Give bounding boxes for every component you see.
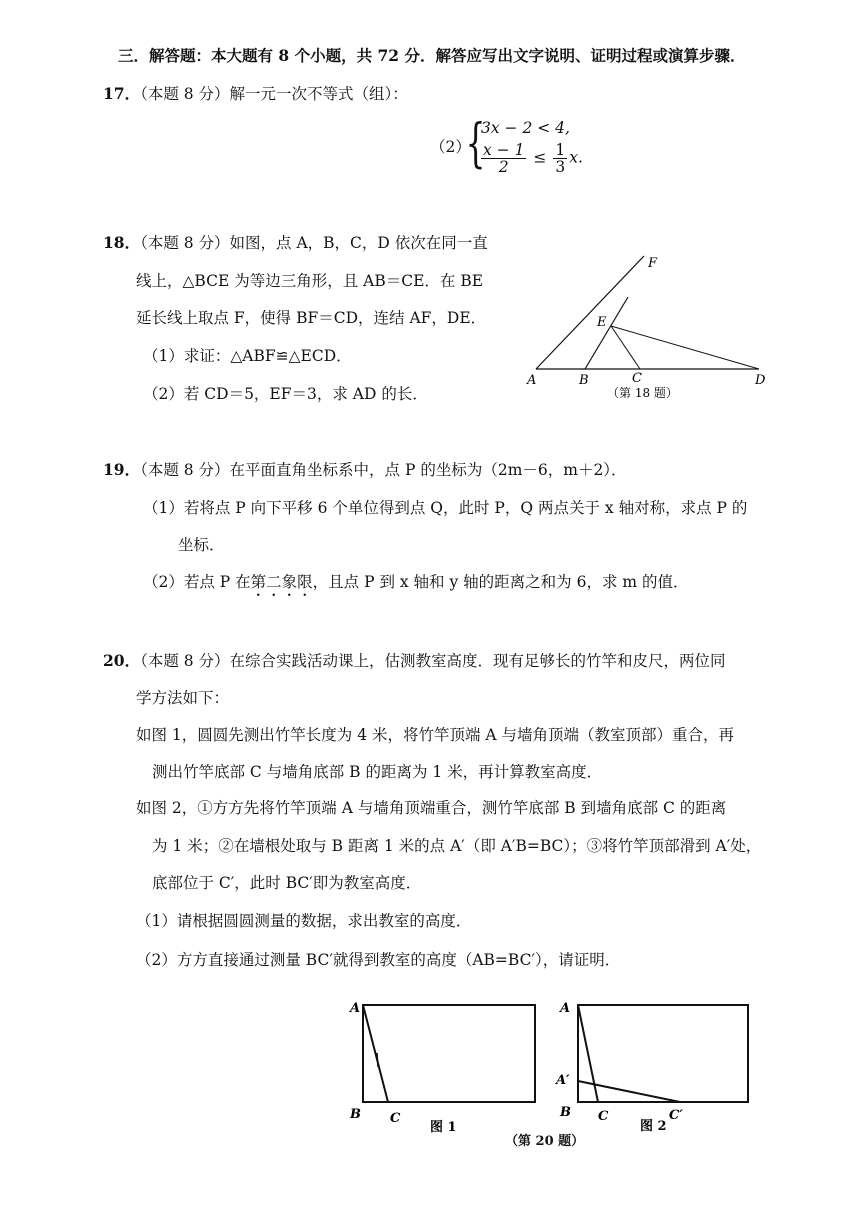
q20-fig1-pole bbox=[363, 1005, 388, 1102]
q17-fraction-1: $\frac{x - 1}{2}$ bbox=[483, 141, 525, 176]
q18-label-B: B bbox=[579, 373, 589, 388]
q20-fig2-label-A: A bbox=[560, 1001, 571, 1016]
q20-figure-1 bbox=[340, 995, 550, 1135]
q20-fig2-label-A-prime: A′ bbox=[556, 1073, 570, 1088]
q19-emphasis: 第二象限 bbox=[250, 573, 313, 591]
q19-part1-line1: （1）若将点 P 向下平移 6 个单位得到点 Q，此时 P，Q 两点关于 x 轴对称，求点 P 的 bbox=[143, 499, 748, 517]
q18-line-EC bbox=[611, 326, 640, 369]
q18-label-C: C bbox=[632, 371, 642, 386]
q17-inequality-2: $\frac{x - 1}{2}$ ≤ $\frac{1}{3}$ x. bbox=[483, 141, 583, 176]
q20-line5: 如图 2，①方方先将竹竿顶端 A 与墙角顶端重合，测竹竿底部 B 到墙角底部 C 的距离 bbox=[136, 799, 727, 817]
q20-fig2-label-B: B bbox=[560, 1105, 571, 1120]
q19-part1-line2: 坐标． bbox=[178, 536, 225, 554]
q20-line2: 学方法如下： bbox=[136, 689, 230, 707]
q20-fig1-room bbox=[363, 1005, 535, 1102]
q20-line4: 测出竹竿底部 C 与墙角底部 B 的距离为 1 米，再计算教室高度． bbox=[152, 763, 603, 781]
q18-line-ED bbox=[611, 326, 759, 369]
q18-label-E: E bbox=[597, 315, 607, 330]
q20-fig1-label-C: C bbox=[390, 1111, 401, 1126]
q20-line7: 底部位于 C′，此时 BC′即为教室高度． bbox=[152, 874, 422, 892]
section-heading: 三．解答题：本大题有 8 个小题，共 72 分．解答应写出文字说明、证明过程或演算步骤． bbox=[118, 46, 746, 65]
q18-label-D: D bbox=[755, 373, 766, 388]
q20-fig1-label-B: B bbox=[350, 1107, 361, 1122]
q18-label-A: A bbox=[527, 373, 537, 388]
q20-line3: 如图 1，圆圆先测出竹竿长度为 4 米，将竹竿顶端 A 与墙角顶端（教室顶部）重合，再 bbox=[136, 726, 735, 744]
q18-caption: （第 18 题） bbox=[607, 386, 678, 400]
q20-fig1-caption: 图 1 bbox=[430, 1120, 457, 1135]
q20-fig1-mark bbox=[377, 1053, 378, 1067]
q20-line6: 为 1 米；②在墙根处取与 B 距离 1 米的点 A′（即 A′B=BC）；③将竹竿顶部滑到 A′处， bbox=[152, 837, 762, 855]
q19-intro-line: 19．（本题 8 分）在平面直角坐标系中，点 P 的坐标为（2m－6，m＋2）． bbox=[103, 460, 627, 479]
q18-line3: 延长线上取点 F，使得 BF＝CD，连结 AF，DE． bbox=[136, 309, 487, 327]
q18-label-F: F bbox=[648, 256, 658, 271]
q17-intro: （本题 8 分）解一元一次不等式（组）： bbox=[140, 85, 408, 103]
q19-part2: （2）若点 P 在第二象限，且点 P 到 x 轴和 y 轴的距离之和为 6，求 m 的值． bbox=[143, 573, 689, 591]
q17-number: 17． bbox=[103, 84, 141, 103]
q20-part1: （1）请根据圆圆测量的数据，求出教室的高度． bbox=[136, 912, 472, 930]
q17-inequality-1: 3x − 2 < 4, bbox=[481, 119, 570, 137]
q18-number: 18． bbox=[103, 233, 141, 252]
q17-part2-label: （2） bbox=[430, 138, 471, 156]
q20-fig2-room bbox=[578, 1005, 748, 1102]
q20-caption: （第 20 题） bbox=[505, 1134, 585, 1149]
q18-line-AF bbox=[536, 256, 644, 369]
q17-system-brace: { bbox=[465, 114, 486, 174]
q20-part2: （2）方方直接通过测量 BC′就得到教室的高度（AB=BC′），请证明． bbox=[136, 951, 621, 969]
q20-fig2-caption: 图 2 bbox=[640, 1119, 667, 1134]
q18-line-BF bbox=[585, 297, 628, 369]
q18-part2: （2）若 CD＝5，EF＝3，求 AD 的长． bbox=[143, 385, 428, 403]
q17-block bbox=[103, 84, 408, 104]
q18-figure bbox=[515, 245, 775, 405]
q20-fig1-label-A: A bbox=[350, 1001, 361, 1016]
q20-fig2-label-C: C bbox=[598, 1109, 609, 1124]
q20-number: 20． bbox=[103, 651, 141, 670]
q18-line2: 线上，△BCE 为等边三角形，且 AB＝CE．在 BE bbox=[136, 272, 484, 290]
q18-part1: （1）求证：△ABF≌△ECD． bbox=[143, 347, 352, 365]
q17-fraction-2: $\frac{1}{3}$ bbox=[555, 141, 566, 176]
q19-number: 19． bbox=[103, 460, 141, 479]
q17-leq-sign: ≤ bbox=[533, 148, 547, 167]
q20-fig2-label-C-prime: C′ bbox=[669, 1108, 683, 1123]
q20-line1: 20．（本题 8 分）在综合实践活动课上，估测教室高度．现有足够长的竹竿和皮尺，两位同 bbox=[103, 651, 726, 670]
q20-fig2-pole-2 bbox=[578, 1081, 680, 1102]
q20-figure-2 bbox=[553, 995, 763, 1135]
q20-fig2-pole-1 bbox=[578, 1005, 598, 1102]
q18-line1: 18．（本题 8 分）如图，点 A，B，C，D 依次在同一直 bbox=[103, 233, 488, 252]
